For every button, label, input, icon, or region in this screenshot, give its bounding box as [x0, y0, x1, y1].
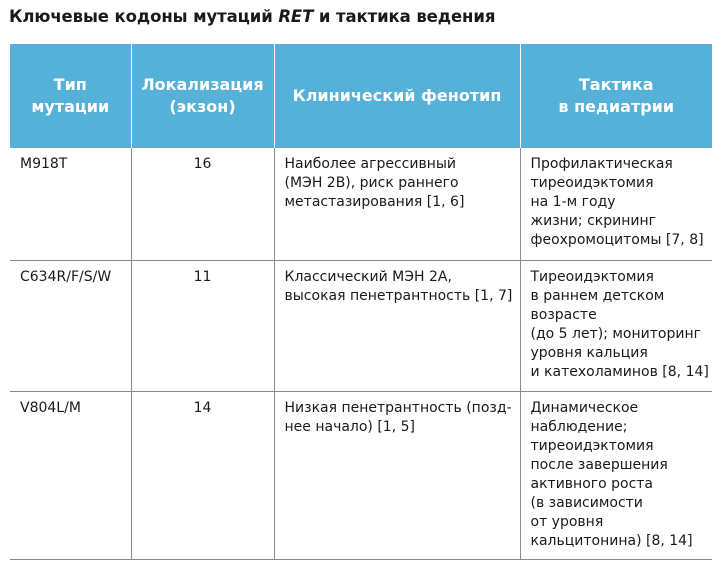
header-localization: Локализация (экзон): [131, 44, 274, 148]
cell-tactics: Тиреоидэктомия в раннем детском возрасте (до 5 лет); мониторинг уровня кальция и катехоламинов [8, 14]: [520, 260, 712, 391]
cell-phenotype: Низкая пенетрантность (позд- нее начало) [1, 5]: [274, 391, 520, 559]
header-mutation-type: Тип мутации: [10, 44, 131, 148]
title-suffix: и тактика ведения: [313, 7, 496, 26]
table-row: [10, 260, 712, 391]
table-row: [10, 148, 712, 260]
cell-exon: 11: [131, 260, 274, 391]
cell-mutation: V804L/M: [10, 391, 131, 559]
title-prefix: Ключевые кодоны мутаций: [9, 7, 279, 26]
table-header-row: [10, 44, 712, 148]
cell-exon: 16: [131, 148, 274, 260]
title-gene: RET: [278, 7, 314, 26]
table-title: [9, 7, 495, 26]
cell-tactics: Динамическое наблюдение; тиреоидэктомия после завершения активного роста (в зависимости от уровня кальцитонина) [8, 14]: [520, 391, 712, 559]
cell-phenotype: Наиболее агрессивный (МЭН 2B), риск раннего метастазирования [1, 6]: [274, 148, 520, 260]
cell-mutation: C634R/F/S/W: [10, 260, 131, 391]
cell-exon: 14: [131, 391, 274, 559]
cell-tactics: Профилактическая тиреоидэктомия на 1-м году жизни; скрининг феохромоцитомы [7, 8]: [520, 148, 712, 260]
mutations-table: [10, 44, 712, 560]
header-phenotype: Клинический фенотип: [274, 44, 520, 148]
header-tactics: Тактика в педиатрии: [520, 44, 712, 148]
cell-phenotype: Классический МЭН 2А, высокая пенетрантность [1, 7]: [274, 260, 520, 391]
table-row: [10, 391, 712, 559]
cell-mutation: M918T: [10, 148, 131, 260]
